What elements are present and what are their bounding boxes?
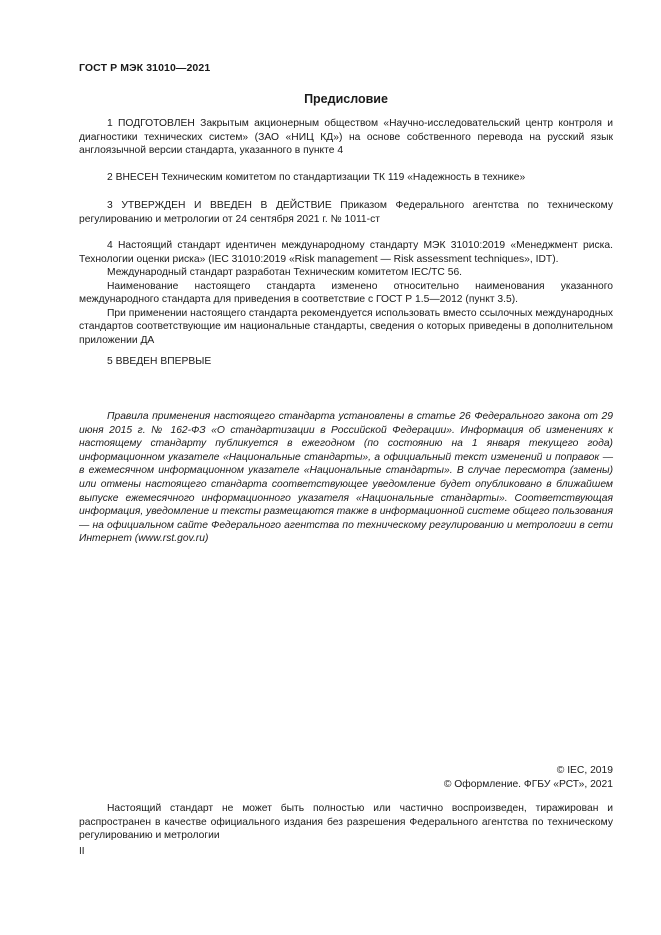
section-2-text: 2 ВНЕСЕН Техническим комитетом по стандартизации ТК 119 «Надежность в технике» [107, 172, 526, 183]
document-header: ГОСТ Р МЭК 31010—2021 [79, 62, 211, 74]
notice-text: Правила применения настоящего стандарта установлены в статье 26 Федерального закона от 29 июня 2015 г. № 162-ФЗ «О стандартизации в Российской Федерации». Информация об изменениях к настоящему стандарту публикуется в ежегодном (по состоянию на 1 января текущего года) информационном указателе «Национальные стандарты», а официальный текст изменений и поправок — в ежемесячном информационном указателе «Национальные стандарты». В случае пересмотра (замены) или отмены настоящего стандарта соответствующее уведомление будет опубликовано в ближайшем выпуске ежемесячного информационного указателя «Национальные стандарты». Соответствующая информация, уведомление и тексты размещаются также в информационной системе общего пользования — на официальном сайте Федерального агентства по техническому регулированию и метрологии в сети Интернет (www.rst.gov.ru) [79, 411, 613, 545]
reproduction-notice [79, 802, 613, 843]
section-3-text: 3 УТВЕРЖДЕН И ВВЕДЕН В ДЕЙСТВИЕ Приказом Федерального агентства по техническому регулированию и метрологии от 24 сентября 2021 г. № 1011-ст [79, 200, 613, 225]
section-4-paragraph-4: При применении настоящего стандарта рекомендуется использовать вместо ссылочных международных стандартов соответствующие им национальные стандарты, сведения о которых приведены в дополнительном приложении ДА [79, 307, 613, 346]
page-title: Предисловие [304, 92, 388, 106]
copyright-block [444, 764, 613, 792]
application-rules-notice [79, 410, 613, 546]
page-number: II [79, 846, 85, 857]
reproduction-text: Настоящий стандарт не может быть полностью или частично воспроизведен, тиражирован и распространен в качестве официального издания без разрешения Федерального агентства по техническому регулированию и метрологии [79, 803, 613, 841]
section-1-text: 1 ПОДГОТОВЛЕН Закрытым акционерным обществом «Научно-исследовательский центр контроля и диагностики технических систем» (ЗАО «НИЦ КД») на основе собственного перевода на русский язык англоязычной версии стандарта, указанного в пункте 4 [79, 118, 613, 156]
section-4-paragraph-1: 4 Настоящий стандарт идентичен международному стандарту МЭК 31010:2019 «Менеджмент риска. Технологии оценки риска» (IEC 31010:2019 «Risk management — Risk assessment techniques», IDT). [79, 240, 613, 265]
section-1 [79, 117, 613, 158]
section-2 [79, 171, 613, 185]
copyright-iec: © IEC, 2019 [556, 765, 613, 776]
section-5 [79, 355, 613, 369]
section-4-paragraph-3: Наименование настоящего стандарта изменено относительно наименования указанного международного стандарта для приведения в соответствие с ГОСТ Р 1.5—2012 (пункт 3.5). [79, 280, 613, 305]
section-5-text: 5 ВВЕДЕН ВПЕРВЫЕ [107, 356, 212, 367]
copyright-rst: © Оформление. ФГБУ «РСТ», 2021 [443, 779, 613, 790]
section-4-paragraph-2: Международный стандарт разработан Техническим комитетом IEC/TC 56. [107, 267, 463, 278]
section-4 [79, 239, 613, 347]
section-3 [79, 199, 613, 226]
